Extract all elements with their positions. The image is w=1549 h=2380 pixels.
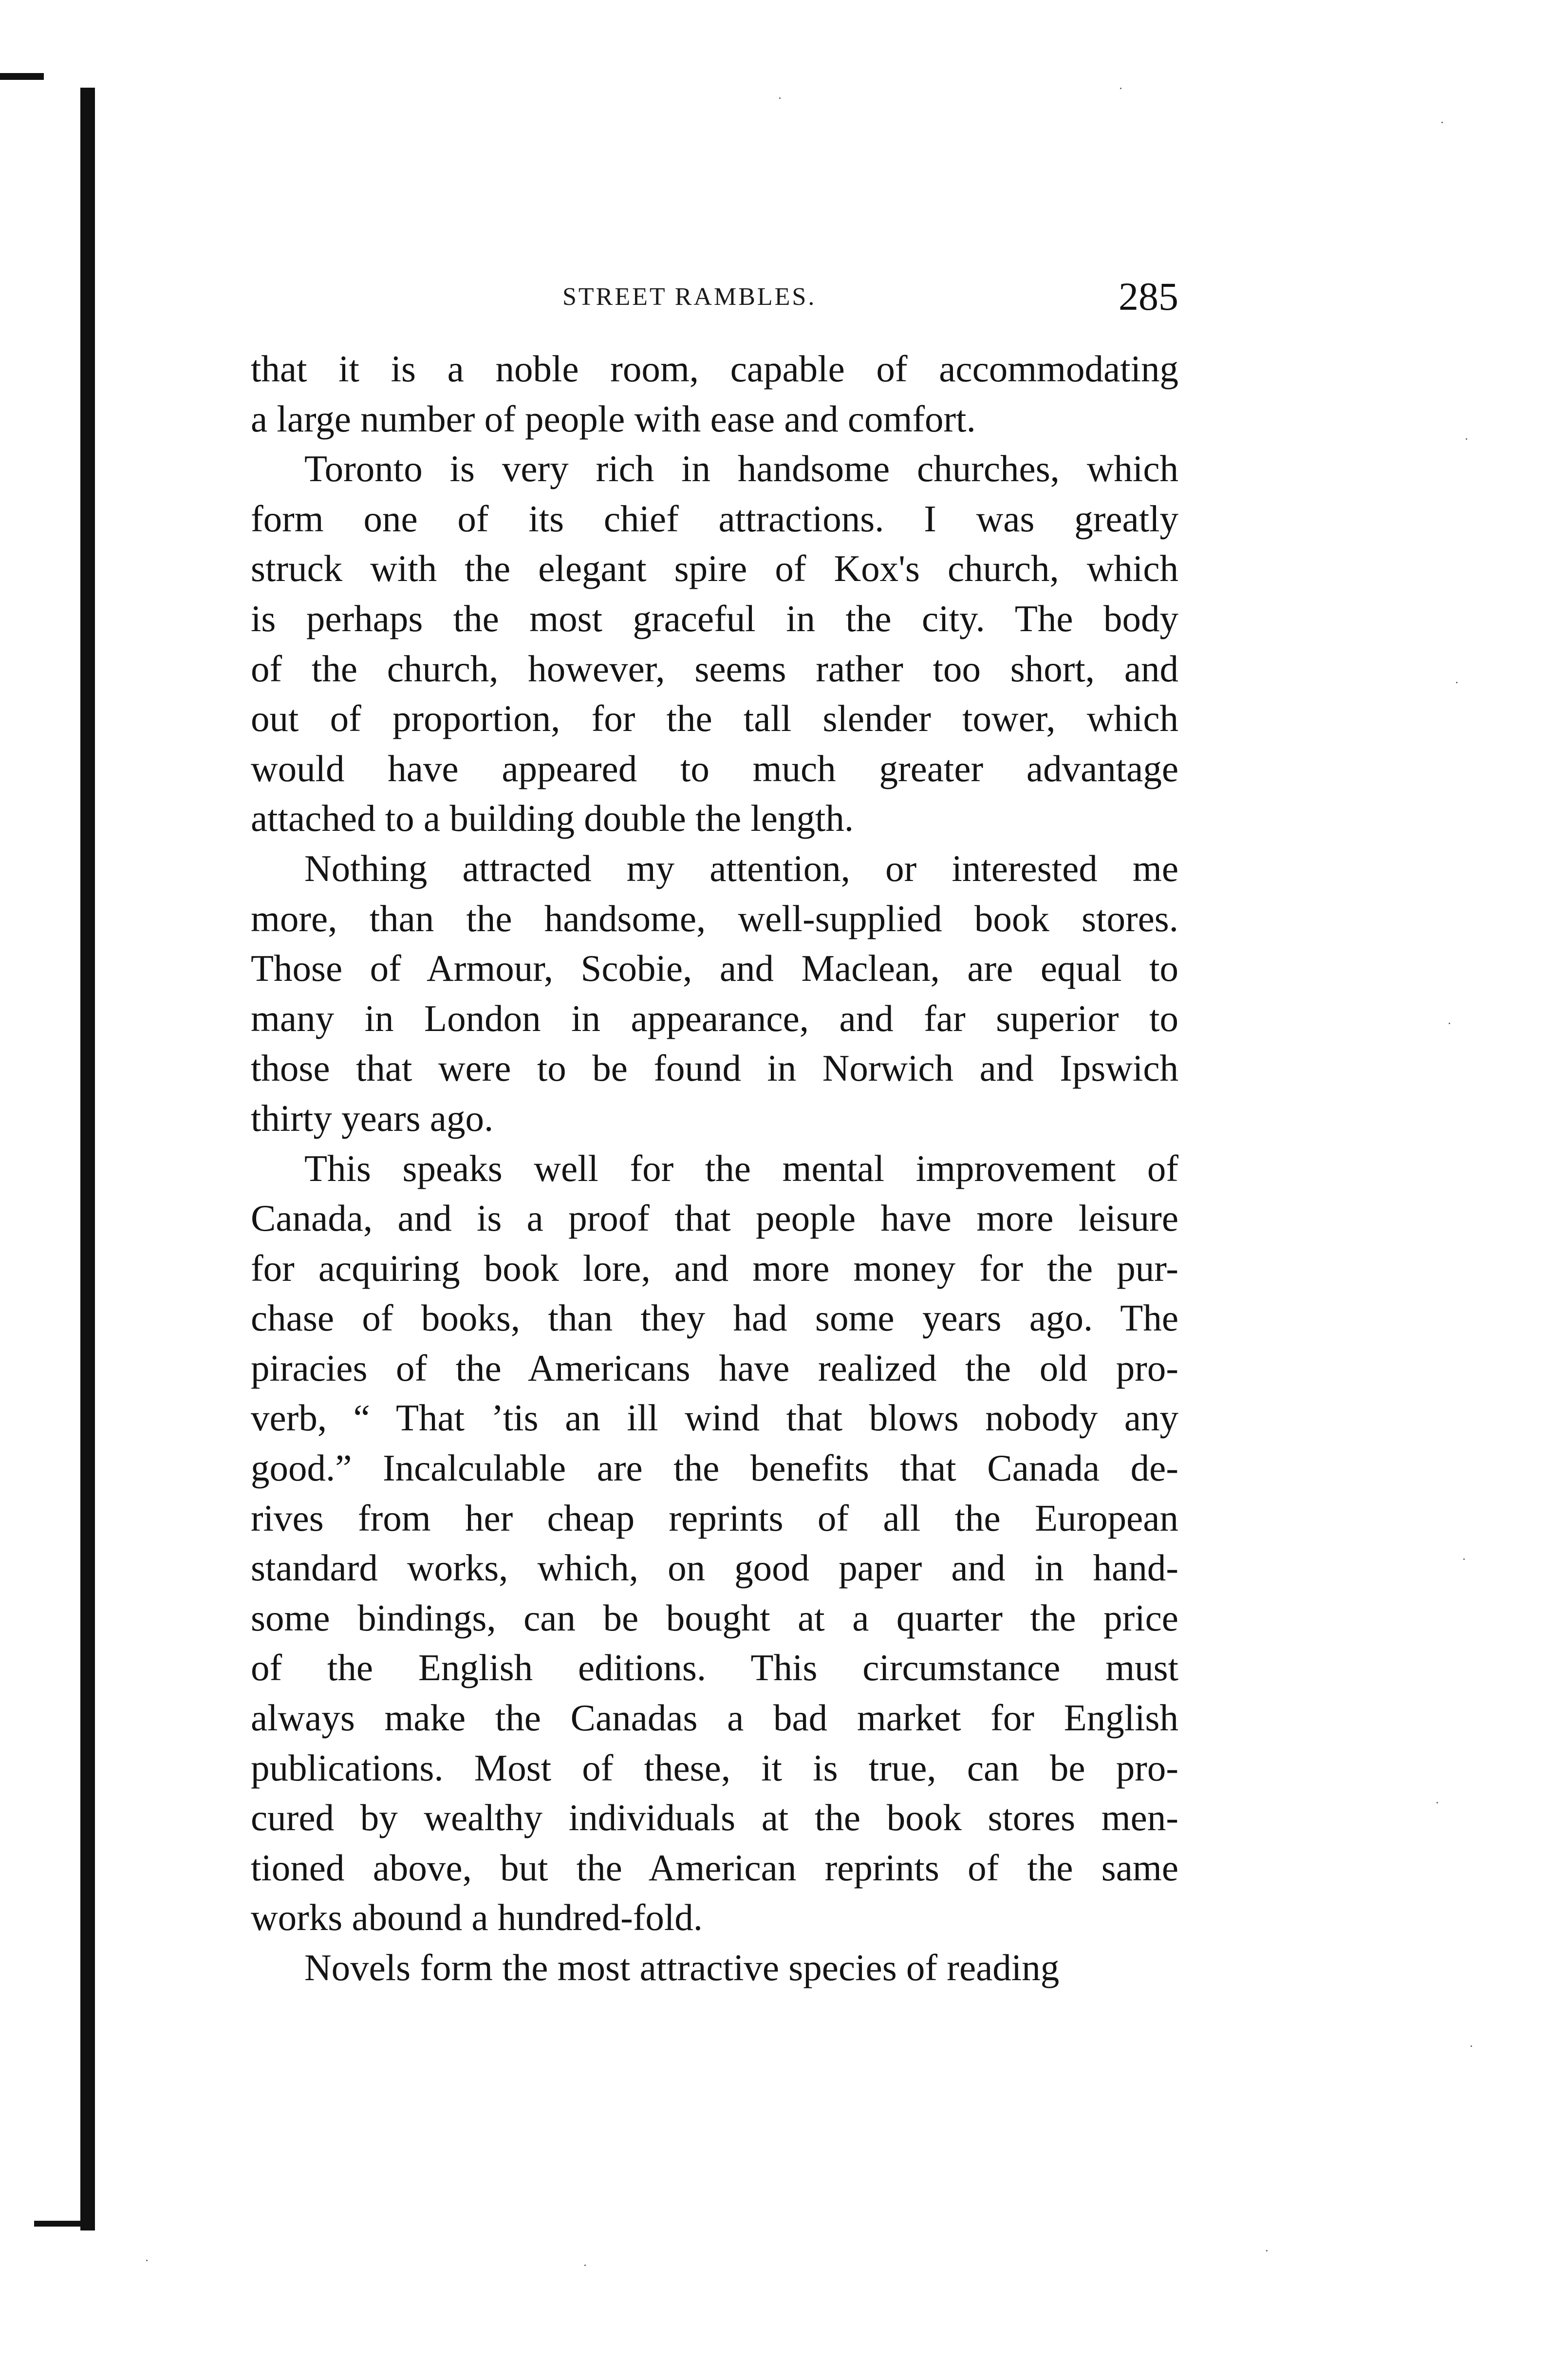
scan-speck: [1266, 2250, 1268, 2251]
scan-speck: [1437, 1802, 1438, 1803]
binding-mark: [0, 73, 44, 80]
scan-speck: [1471, 2045, 1472, 2047]
page-number: 285: [1119, 274, 1178, 319]
paragraph: [251, 444, 1178, 843]
paragraph: [251, 344, 1178, 444]
binding-foot: [34, 2221, 95, 2227]
text-line: Toronto is very rich in handsome churches, which: [304, 448, 1178, 490]
text-line: many in London in appearance, and far superior to: [251, 997, 1178, 1039]
binding-edge: [80, 88, 95, 2230]
scan-speck: [1449, 1023, 1450, 1024]
scan-speck: [146, 2260, 148, 2261]
text-line: publications. Most of these, it is true, can be pro-: [251, 1746, 1178, 1789]
text-line: This speaks well for the mental improvement of: [304, 1147, 1178, 1189]
paragraph: [251, 843, 1178, 1143]
text-line: that it is a noble room, capable of accommodating: [251, 348, 1178, 390]
text-line: standard works, which, on good paper and in hand-: [251, 1547, 1178, 1589]
page-header: [251, 274, 1178, 336]
text-line: out of proportion, for the tall slender tower, which: [251, 697, 1178, 740]
scan-speck: [1120, 88, 1121, 89]
text-line: form one of its chief attractions. I was greatly: [251, 497, 1178, 540]
text-line: struck with the elegant spire of Kox's church, which: [251, 547, 1178, 590]
scan-speck: [779, 97, 781, 99]
scan-speck: [1466, 438, 1467, 440]
text-line: of the church, however, seems rather too short, and: [251, 647, 1178, 690]
text-line: chase of books, than they had some years ago. The: [251, 1297, 1178, 1339]
text-line: tioned above, but the American reprints of the same: [251, 1846, 1178, 1889]
text-line: a large number of people with ease and comfort.: [251, 397, 976, 440]
text-line: Nothing attracted my attention, or interested me: [304, 847, 1178, 889]
text-line: thirty years ago.: [251, 1097, 494, 1139]
text-line: attached to a building double the length.: [251, 797, 854, 840]
text-line: is perhaps the most graceful in the city. The body: [251, 597, 1178, 639]
text-line: always make the Canadas a bad market for English: [251, 1697, 1178, 1739]
text-line: verb, “ That ’tis an ill wind that blows nobody any: [251, 1397, 1178, 1439]
text-line: Those of Armour, Scobie, and Maclean, are equal to: [251, 947, 1178, 990]
text-line: cured by wealthy individuals at the book stores men-: [251, 1797, 1178, 1839]
scan-speck: [1463, 1558, 1465, 1560]
scan-speck: [1441, 122, 1443, 123]
text-line: works abound a hundred-fold.: [251, 1896, 703, 1939]
text-line: piracies of the Americans have realized the old pro-: [251, 1347, 1178, 1389]
text-line: more, than the handsome, well-supplied book stores.: [251, 897, 1178, 939]
scan-speck: [1456, 682, 1457, 683]
text-line: for acquiring book lore, and more money for the pur-: [251, 1247, 1178, 1289]
scan-speck: [584, 2265, 586, 2266]
text-line: Canada, and is a proof that people have more leisure: [251, 1197, 1178, 1239]
text-line: those that were to be found in Norwich and Ipswich: [251, 1047, 1178, 1089]
text-line: some bindings, can be bought at a quarter the price: [251, 1596, 1178, 1639]
running-head: STREET RAMBLES.: [562, 283, 817, 311]
text-line: good.” Incalculable are the benefits that Canada de-: [251, 1447, 1178, 1489]
text-line: would have appeared to much greater advantage: [251, 747, 1178, 789]
body-text: [251, 344, 1178, 1993]
text-line: of the English editions. This circumstance must: [251, 1647, 1178, 1689]
paragraph: [251, 1143, 1178, 1943]
text-line: Novels form the most attractive species of reading: [304, 1947, 1060, 1988]
text-line: rives from her cheap reprints of all the European: [251, 1497, 1178, 1539]
paragraph: [251, 1943, 1178, 1993]
